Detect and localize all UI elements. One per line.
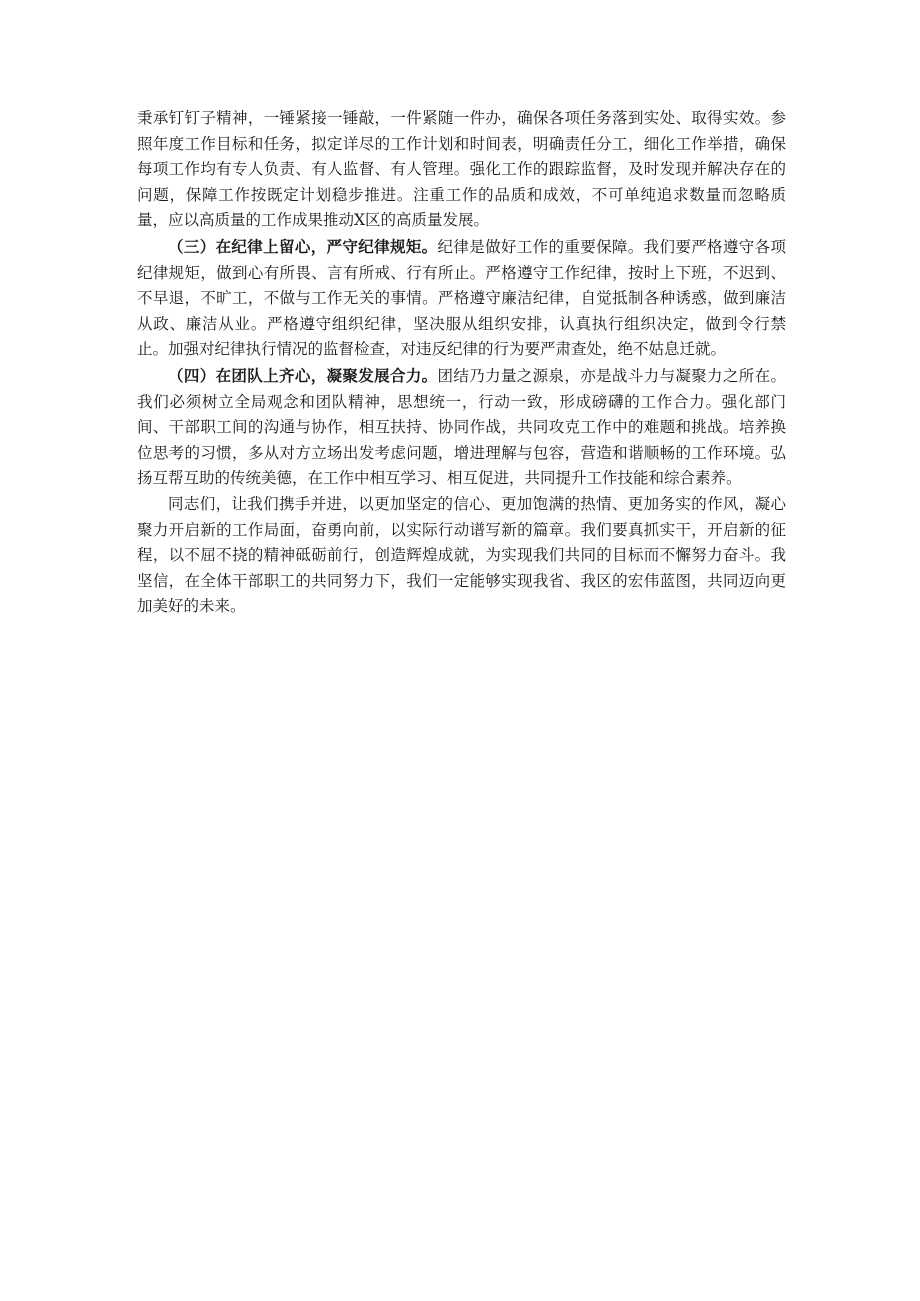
section-heading-team: （四）在团队上齐心，凝聚发展合力。 bbox=[168, 365, 438, 385]
paragraph-continuation bbox=[137, 106, 786, 234]
document-body bbox=[137, 106, 786, 620]
paragraph-text: 团结乃力量之源泉，亦是战斗力与凝聚力之所在。我们必须树立全局观念和团队精神，思想统一，行动一致，形成磅礴的工作合力。强化部门间、干部职工间的沟通与协作，相互扶持、协同作战，共同攻克工作中的难题和挑战。培养换位思考的习惯，多从对方立场出发考虑问题，增进理解与包容，营造和谐顺畅的工作环境。弘扬互帮互助的传统美德，在工作中相互学习、相互促进，共同提升工作技能和综合素养。 bbox=[137, 366, 786, 488]
paragraph-text: 同志们，让我们携手并进，以更加坚定的信心、更加饱满的热情、更加务实的作风，凝心聚力开启新的工作局面，奋勇向前，以实际行动谱写新的篇章。我们要真抓实干，开启新的征程，以不屈不挠的精神砥砺前行，创造辉煌成就，为实现我们共同的目标而不懈努力奋斗。我坚信，在全体干部职工的共同努力下，我们一定能够实现我省、我区的宏伟蓝图，共同迈向更加美好的未来。 bbox=[137, 494, 786, 616]
paragraph-discipline bbox=[137, 234, 786, 363]
paragraph-team bbox=[137, 363, 786, 492]
paragraph-text: 纪律是做好工作的重要保障。我们要严格遵守各项纪律规矩，做到心有所畏、言有所戒、行有所止。严格遵守工作纪律，按时上下班，不迟到、不早退，不旷工，不做与工作无关的事情。严格遵守廉洁纪律，自觉抵制各种诱惑，做到廉洁从政、廉洁从业。严格遵守组织纪律，坚决服从组织安排，认真执行组织决定，做到令行禁止。加强对纪律执行情况的监督检查，对违反纪律的行为要严肃查处，绝不姑息迁就。 bbox=[137, 237, 786, 359]
section-heading-discipline: （三）在纪律上留心，严守纪律规矩。 bbox=[168, 236, 438, 256]
paragraph-closing bbox=[137, 492, 786, 620]
paragraph-text: 秉承钉钉子精神，一锤紧接一锤敲，一件紧随一件办，确保各项任务落到实处、取得实效。参照年度工作目标和任务，拟定详尽的工作计划和时间表，明确责任分工，细化工作举措，确保每项工作均有专人负责、有人监督、有人管理。强化工作的跟踪监督，及时发现并解决存在的问题，保障工作按既定计划稳步推进。注重工作的品质和成效，不可单纯追求数量而忽略质量，应以高质量的工作成果推动X区的高质量发展。 bbox=[137, 109, 786, 230]
